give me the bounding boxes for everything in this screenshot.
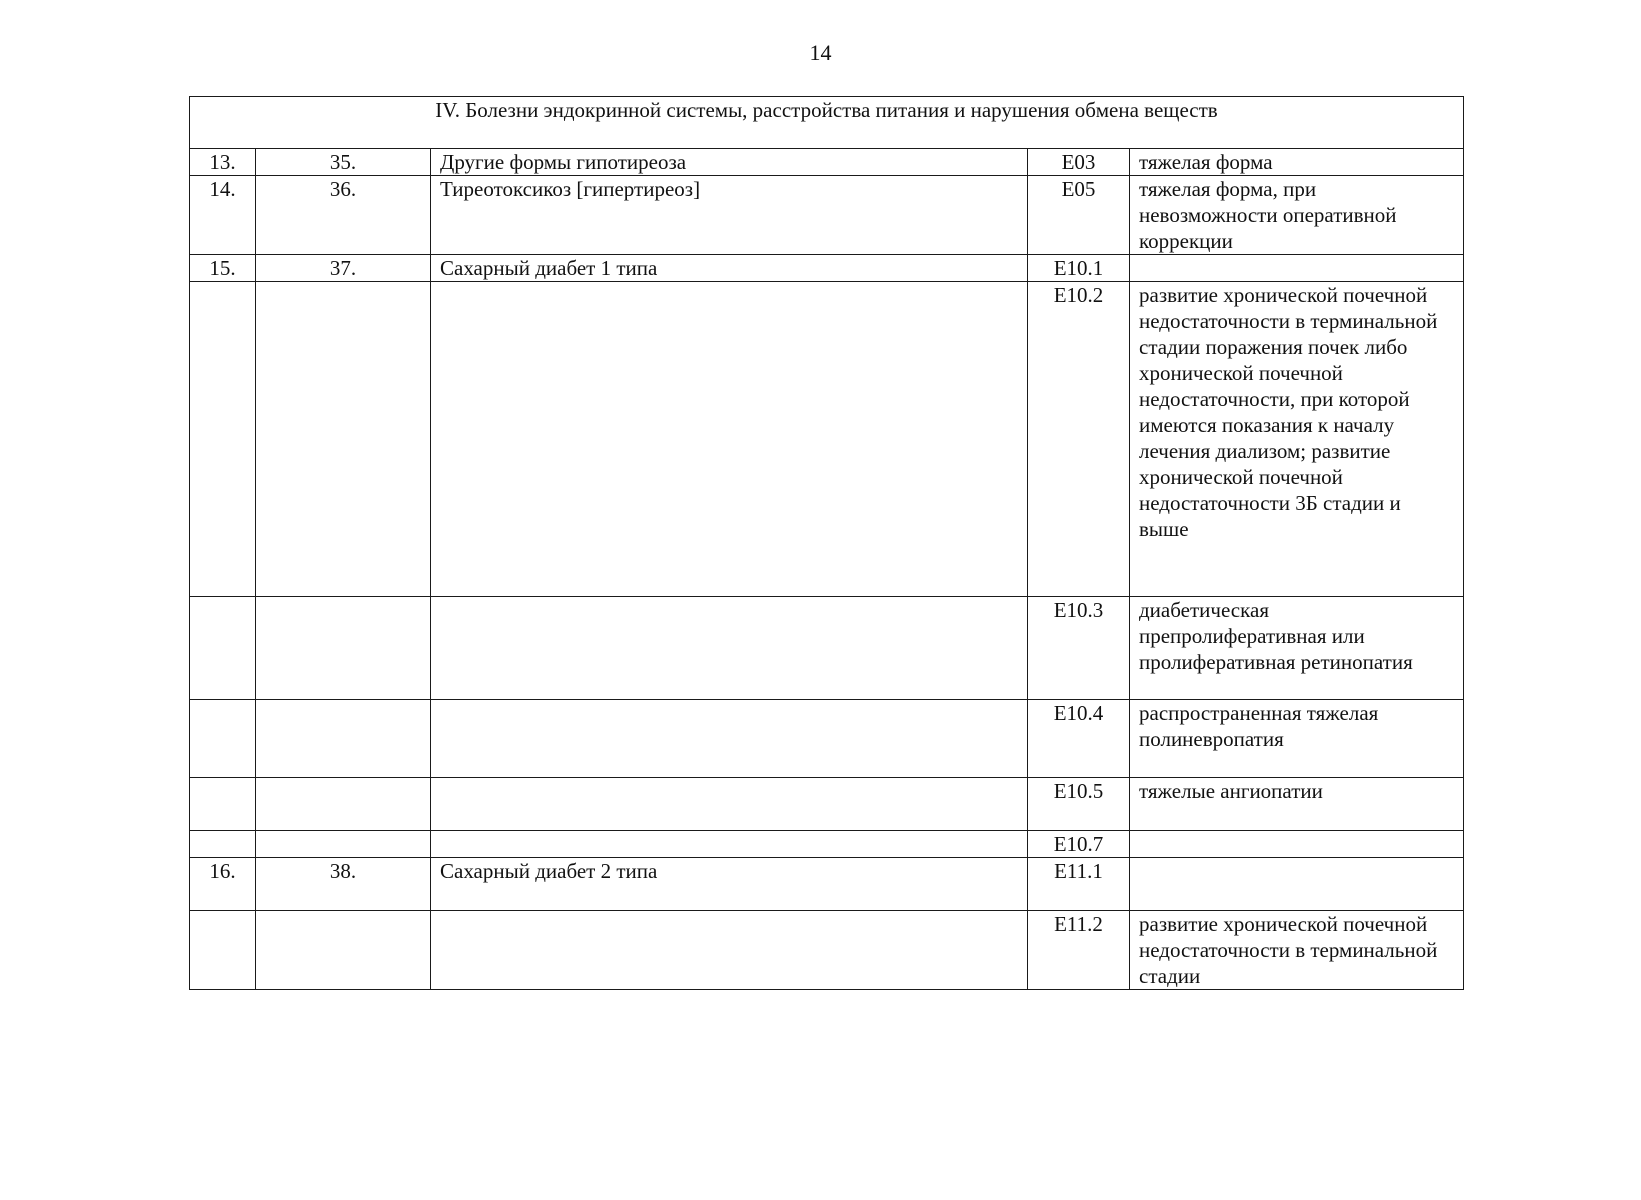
row-number: 14. [190, 176, 256, 255]
row-number: 15. [190, 255, 256, 282]
disease-name [431, 778, 1028, 831]
icd-code: E10.1 [1028, 255, 1130, 282]
row-number: 16. [190, 858, 256, 911]
row-number [190, 282, 256, 597]
disease-name [431, 700, 1028, 778]
table-row [190, 911, 1464, 990]
disease-name [431, 597, 1028, 700]
disease-name [431, 911, 1028, 990]
item-number [256, 597, 431, 700]
condition-note: распространенная тяжелая полиневропатия [1130, 700, 1464, 778]
table-row [190, 831, 1464, 858]
item-number [256, 778, 431, 831]
table-row [190, 700, 1464, 778]
table-row [190, 778, 1464, 831]
condition-note [1130, 255, 1464, 282]
table-row [190, 255, 1464, 282]
item-number: 36. [256, 176, 431, 255]
condition-note: тяжелые ангиопатии [1130, 778, 1464, 831]
row-number [190, 911, 256, 990]
condition-note: развитие хронической почечной недостаточности в терминальной стадии поражения почек либо хронической почечной недостаточности, при которой имеются показания к началу лечения диализом; развитие хронической почечной недостаточности 3Б стадии и выше [1130, 282, 1464, 597]
disease-name: Тиреотоксикоз [гипертиреоз] [431, 176, 1028, 255]
row-number [190, 597, 256, 700]
item-number [256, 911, 431, 990]
item-number [256, 831, 431, 858]
table-row [190, 149, 1464, 176]
icd-code: E10.4 [1028, 700, 1130, 778]
table-row [190, 858, 1464, 911]
item-number: 37. [256, 255, 431, 282]
icd-code: E10.7 [1028, 831, 1130, 858]
item-number [256, 700, 431, 778]
condition-note: диабетическая препролиферативная или пролиферативная ретинопатия [1130, 597, 1464, 700]
section-title: IV. Болезни эндокринной системы, расстройства питания и нарушения обмена веществ [190, 97, 1464, 149]
disease-name: Другие формы гипотиреоза [431, 149, 1028, 176]
item-number: 35. [256, 149, 431, 176]
disease-name: Сахарный диабет 1 типа [431, 255, 1028, 282]
icd-code: E05 [1028, 176, 1130, 255]
icd-code: E10.5 [1028, 778, 1130, 831]
icd-code: E10.2 [1028, 282, 1130, 597]
table-row [190, 282, 1464, 597]
condition-note [1130, 831, 1464, 858]
section-header-row [190, 97, 1464, 149]
disease-name [431, 282, 1028, 597]
row-number: 13. [190, 149, 256, 176]
condition-note: развитие хронической почечной недостаточности в терминальной стадии [1130, 911, 1464, 990]
table-row [190, 176, 1464, 255]
condition-note [1130, 858, 1464, 911]
condition-note: тяжелая форма [1130, 149, 1464, 176]
item-number: 38. [256, 858, 431, 911]
row-number [190, 700, 256, 778]
item-number [256, 282, 431, 597]
disease-name [431, 831, 1028, 858]
icd-code: E10.3 [1028, 597, 1130, 700]
row-number [190, 831, 256, 858]
row-number [190, 778, 256, 831]
icd-code: E03 [1028, 149, 1130, 176]
disease-table [189, 96, 1464, 990]
page-number: 14 [809, 40, 832, 65]
icd-code: E11.2 [1028, 911, 1130, 990]
table-row [190, 597, 1464, 700]
disease-name: Сахарный диабет 2 типа [431, 858, 1028, 911]
condition-note: тяжелая форма, при невозможности оперативной коррекции [1130, 176, 1464, 255]
icd-code: E11.1 [1028, 858, 1130, 911]
